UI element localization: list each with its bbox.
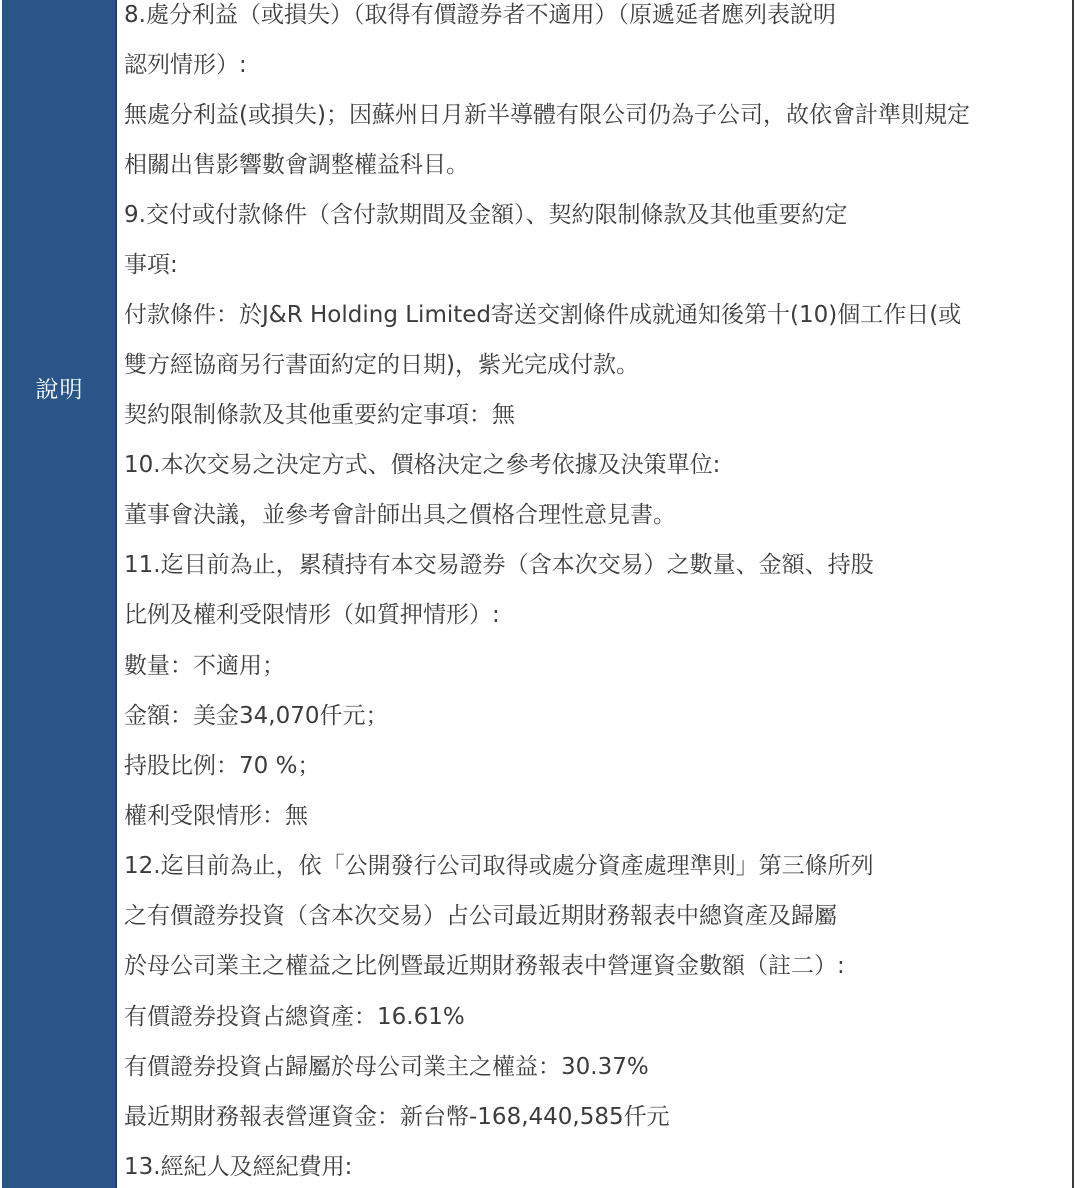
text-line: 11.迄目前為止，累積持有本交易證券（含本次交易）之數量、金額、持股 xyxy=(124,552,874,578)
text-line: 8.處分利益（或損失）（取得有價證券者不適用）（原遞延者應列表說明 xyxy=(124,2,836,28)
text-line: 9.交付或付款條件（含付款期間及金額）、契約限制條款及其他重要約定 xyxy=(124,202,848,228)
text-line: 13.經紀人及經紀費用: xyxy=(124,1154,353,1180)
text-line: 最近期財務報表營運資金：新台幣-168,440,585仟元 xyxy=(124,1104,670,1130)
row-label: 說明 xyxy=(35,377,84,403)
text-line: 付款條件：於J&R Holding Limited寄送交割條件成就通知後第十(10)個工作日(或 xyxy=(124,302,962,328)
text-line: 無處分利益(或損失)；因蘇州日月新半導體有限公司仍為子公司，故依會計準則規定 xyxy=(124,102,970,128)
text-line: 雙方經協商另行書面約定的日期)，紫光完成付款。 xyxy=(124,352,639,378)
text-line: 認列情形）: xyxy=(124,52,247,78)
text-line: 權利受限情形：無 xyxy=(124,803,308,829)
text-line: 有價證券投資占歸屬於母公司業主之權益：30.37% xyxy=(124,1054,649,1080)
text-line: 有價證券投資占總資產：16.61% xyxy=(124,1004,465,1030)
text-line: 契約限制條款及其他重要約定事項：無 xyxy=(124,402,515,428)
text-line: 比例及權利受限情形（如質押情形）: xyxy=(124,602,500,628)
text-line: 相關出售影響數會調整權益科目。 xyxy=(124,152,469,178)
text-line: 於母公司業主之權益之比例暨最近期財務報表中營運資金數額（註二）: xyxy=(124,953,845,979)
content-column xyxy=(118,0,1074,1188)
text-line: 數量：不適用； xyxy=(124,653,285,679)
text-line: 金額：美金34,070仟元； xyxy=(124,703,389,729)
text-line: 持股比例：70 %； xyxy=(124,753,321,779)
text-line: 10.本次交易之決定方式、價格決定之參考依據及決策單位: xyxy=(124,452,721,478)
text-line: 12.迄目前為止，依「公開發行公司取得或處分資產處理準則」第三條所列 xyxy=(124,853,874,879)
text-line: 事項: xyxy=(124,252,178,278)
text-line: 董事會決議，並參考會計師出具之價格合理性意見書。 xyxy=(124,502,676,528)
text-line: 之有價證券投資（含本次交易）占公司最近期財務報表中總資產及歸屬 xyxy=(124,903,837,929)
label-column xyxy=(2,0,117,1188)
